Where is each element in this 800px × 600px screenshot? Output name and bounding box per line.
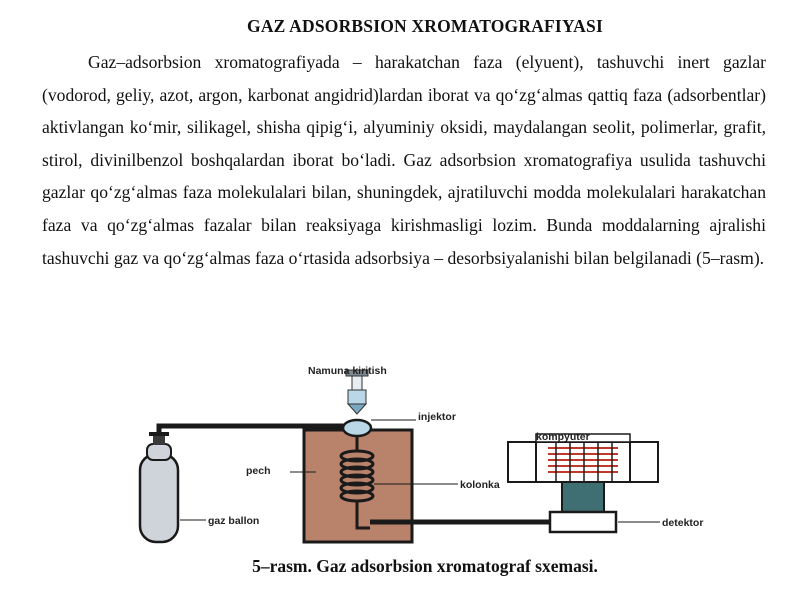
computer-label: kompyuter: [536, 431, 590, 443]
detector-label: detektor: [662, 517, 704, 529]
body-paragraph: [42, 46, 766, 274]
injector-label: injektor: [418, 411, 456, 423]
detector: [550, 512, 616, 532]
paragraph-text: Gaz–adsorbsion xromatografiyada – harakatchan faza (elyuent), tashuvchi inert gazlar (vodorod, geliy, azot, argon, karbonat angidrid)lardan iborat va qo‘zg‘almas qattiq faza (adsorbentlar) aktivlangan ko‘mir, silikagel, shisha qipig‘i, alyuminiy oksidi, maydalangan seolit, polimerlar, grafit, stirol, divinilbenzol boshqalardan iborat bo‘ladi. Gaz adsorbsion xromatografiya usulida tashuvchi gazlar qo‘zg‘almas faza molekulalari bilan, shuningdek, ajratiluvchi modda molekulalari harakatchan faza va qo‘zg‘almas fazalar bilan reaksiyaga kirishmasligi lozim. Bunda moddalarning ajralishi tashuvchi gaz va qo‘zg‘almas faza o‘rtasida adsorbsiya – desorbsiyalanishi bilan belgilanadi (5–rasm).: [42, 52, 766, 268]
gas-cylinder-label: gaz ballon: [208, 515, 260, 527]
gas-cylinder: [140, 432, 178, 542]
figure-caption: 5–rasm. Gaz adsorbsion xromatograf sxemasi.: [252, 556, 598, 576]
injector: [343, 420, 371, 436]
column-label: kolonka: [460, 479, 500, 491]
sample-injection-label: Namuna kiritish: [308, 365, 387, 377]
oven-label: pech: [246, 465, 271, 477]
detector-tower: [562, 482, 604, 512]
page-title: GAZ ADSORBSION XROMATOGRAFIYASI: [247, 16, 603, 36]
chromatograph-diagram: [120, 362, 740, 550]
